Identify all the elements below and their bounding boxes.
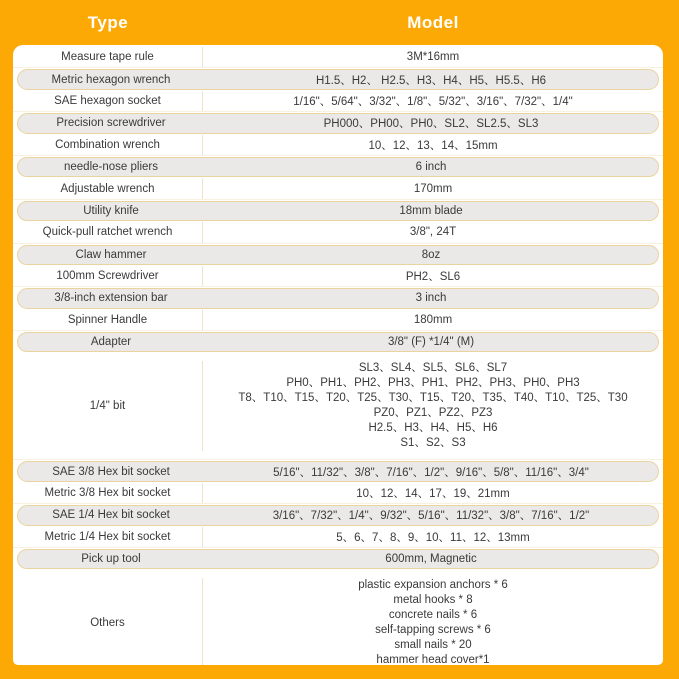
type-cell: Measure tape rule	[13, 47, 203, 67]
table-row	[13, 353, 663, 460]
type-cell: Metric 3/8 Hex bit socket	[13, 483, 203, 503]
type-cell: 100mm Screwdriver	[13, 266, 203, 286]
model-cell: 180mm	[413, 313, 453, 326]
table-row	[17, 549, 659, 569]
type-cell: Quick-pull ratchet wrench	[13, 222, 203, 242]
table-row	[13, 483, 663, 504]
table-body	[13, 47, 663, 665]
type-cell: SAE 1/4 Hex bit socket	[52, 509, 170, 522]
table-row	[13, 178, 663, 199]
type-cell: Pick up tool	[81, 553, 141, 566]
table-row	[13, 527, 663, 548]
model-cell: 18mm blade	[399, 204, 463, 217]
model-line: SL3、SL4、SL5、SL6、SL7	[358, 362, 508, 375]
table-row	[17, 157, 659, 177]
table-row	[13, 570, 663, 665]
table-row	[17, 245, 659, 265]
model-cell: 3/16"、7/32"、1/4"、9/32"、5/16"、11/32"、3/8"、7/16"、1/2"	[272, 510, 590, 523]
model-cell: PH000、PH00、PH0、SL2、SL2.5、SL3	[323, 118, 539, 131]
model-cell: 6 inch	[415, 161, 447, 174]
table-row	[13, 135, 663, 156]
type-cell: Adjustable wrench	[13, 178, 203, 198]
model-cell: H1.5、H2、 H2.5、H3、H4、H5、H5.5、H6	[315, 74, 547, 87]
spec-table-panel	[13, 45, 663, 665]
type-cell: Adapter	[90, 336, 132, 349]
type-cell: Spinner Handle	[13, 310, 203, 330]
table-header	[0, 0, 679, 45]
model-cell: 3 inch	[415, 292, 447, 305]
model-cell: 170mm	[413, 182, 453, 195]
model-cell	[203, 578, 663, 665]
model-cell: 5/16"、11/32"、3/8"、7/16"、1/2"、9/16"、5/8"、11/16"、3/4"	[273, 466, 589, 479]
type-cell: Claw hammer	[75, 248, 147, 261]
table-row	[17, 461, 659, 481]
model-line: PZ0、PZ1、PZ2、PZ3	[373, 407, 493, 420]
type-cell: SAE 3/8 Hex bit socket	[52, 465, 170, 478]
model-line: self-tapping screws * 6	[375, 624, 491, 637]
model-cell	[203, 361, 663, 451]
model-cell: 8oz	[421, 248, 441, 261]
table-row	[17, 505, 659, 525]
model-cell: 10、12、13、14、15mm	[368, 139, 498, 152]
type-cell: Combination wrench	[13, 135, 203, 155]
model-line: small nails * 20	[394, 639, 472, 652]
type-cell: Precision screwdriver	[56, 117, 166, 130]
model-line: T8、T10、T15、T20、T25、T30、T15、T20、T35、T40、T10、T25、T30	[238, 392, 628, 405]
model-line: S1、S2、S3	[400, 437, 466, 450]
column-header-type: Type	[87, 12, 129, 32]
model-cell: 10、12、14、17、19、21mm	[356, 488, 510, 501]
type-cell: Utility knife	[83, 204, 139, 217]
type-cell: Metric 1/4 Hex bit socket	[13, 527, 203, 547]
table-row	[13, 222, 663, 243]
model-line: plastic expansion anchors * 6	[358, 579, 508, 592]
table-row	[13, 47, 663, 68]
model-line: H2.5、H3、H4、H5、H6	[368, 422, 498, 435]
table-row	[17, 288, 659, 308]
model-cell: 3/8" (F) *1/4" (M)	[387, 336, 475, 349]
type-cell: 3/8-inch extension bar	[54, 292, 168, 305]
type-cell: 1/4" bit	[13, 361, 203, 451]
type-cell: Metric hexagon wrench	[51, 73, 171, 86]
column-header-model: Model	[407, 12, 459, 32]
model-line: metal hooks * 8	[393, 594, 473, 607]
table-row	[13, 91, 663, 112]
table-row	[17, 113, 659, 133]
model-cell: 3/8", 24T	[409, 226, 457, 239]
model-cell: 600mm, Magnetic	[385, 553, 477, 566]
table-row	[17, 201, 659, 221]
type-cell: SAE hexagon socket	[13, 91, 203, 111]
model-cell: 5、6、7、8、9、10、11、12、13mm	[336, 531, 530, 544]
model-cell: 1/16"、5/64"、3/32"、1/8"、5/32"、3/16"、7/32"、1/4"	[293, 95, 573, 108]
model-cell: 3M*16mm	[406, 51, 460, 64]
type-cell: needle-nose pliers	[64, 161, 158, 174]
model-line: PH0、PH1、PH2、PH3、PH1、PH2、PH3、PH0、PH3	[286, 377, 580, 390]
table-row	[17, 332, 659, 352]
model-line: hammer head cover*1	[376, 654, 490, 665]
model-line: concrete nails * 6	[388, 609, 478, 622]
model-cell: PH2、SL6	[405, 271, 461, 284]
type-cell: Others	[13, 578, 203, 665]
table-row	[17, 69, 659, 89]
table-row	[13, 266, 663, 287]
table-row	[13, 310, 663, 331]
